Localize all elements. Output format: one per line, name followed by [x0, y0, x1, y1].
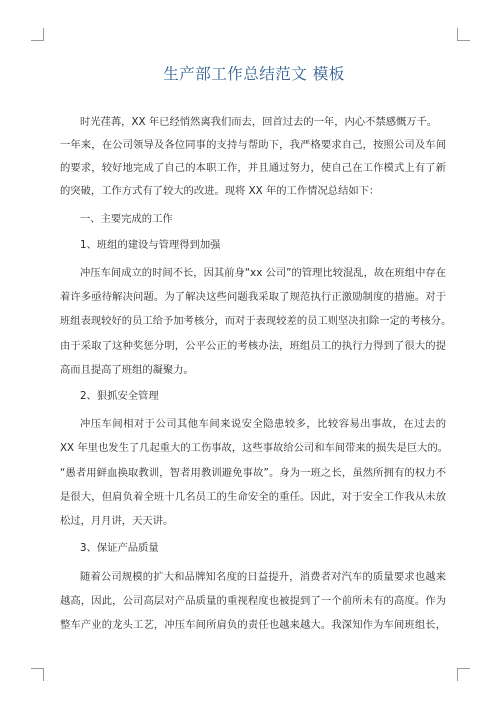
paragraph-line: XX 年里也发生了几起重大的工伤事故，这些事故给公司和车间带来的损失是巨大的。	[60, 442, 449, 454]
subsection-heading: 2、狠抓安全管理	[80, 390, 159, 402]
paragraph-line: 冲压车间成立的时间不长，因其前身“xx 公司”的管理比较混乱，故在班组中存在	[80, 267, 446, 279]
paragraph-line: 的要求，较好地完成了自己的本职工作，并且通过努力，使自己在工作模式上有了新	[60, 162, 446, 174]
paragraph-line: 整车产业的龙头工艺，冲压车间所肩负的责任也越来越大。我深知作为车间班组长，	[60, 619, 446, 631]
corner-mark-top-right	[457, 28, 470, 41]
paragraph-line: “愚者用鲜血换取教训，智者用教训避免事故”。身为一班之长，虽然所拥有的权力不	[60, 467, 446, 479]
corner-mark-bottom-left	[31, 668, 44, 681]
paragraph-line: 班组表现较好的员工给予加考核分，而对于表现较差的员工则坚决扣除一定的考核分。	[60, 315, 452, 327]
corner-mark-top-left	[31, 28, 44, 41]
document-title: 生产部工作总结范文 模板	[163, 65, 345, 83]
paragraph-line: 时光荏苒，XX 年已经悄然离我们而去，回首过去的一年，内心不禁感慨万千。	[80, 116, 438, 128]
subsection-heading: 1、班组的建设与管理得到加强	[80, 239, 221, 251]
paragraph-line: 随着公司规模的扩大和品牌知名度的日益提升，消费者对汽车的质量要求也越来	[80, 571, 446, 583]
paragraph-line: 是很大，但肩负着全班十几名员工的生命安全的重任。因此，对于安全工作我从未放	[60, 491, 446, 503]
corner-mark-bottom-right	[457, 668, 470, 681]
paragraph-line: 一年来，在公司领导及各位同事的支持与帮助下，我严格要求自己，按照公司及车间	[60, 139, 446, 151]
paragraph-line: 松过，月月讲，天天讲。	[60, 515, 174, 527]
paragraph-line: 冲压车间相对于公司其他车间来说安全隐患较多，比较容易出事故，在过去的	[80, 418, 446, 430]
paragraph-line: 由于采取了这种奖惩分明，公平公正的考核办法，班组员工的执行力得到了很大的提	[60, 340, 446, 352]
section-heading: 一、主要完成的工作	[80, 213, 173, 225]
paragraph-line: 的突破，工作方式有了较大的改进。现将 XX 年的工作情况总结如下：	[60, 185, 380, 197]
subsection-heading: 3、保证产品质量	[80, 542, 159, 554]
paragraph-line: 高而且提高了班组的凝聚力。	[60, 364, 194, 376]
paragraph-line: 着许多亟待解决问题。为了解决这些问题我采取了规范执行正激励制度的措施。对于	[60, 291, 446, 303]
paragraph-line: 越高，因此，公司高层对产品质量的重视程度也被提到了一个前所未有的高度。作为	[60, 595, 446, 607]
